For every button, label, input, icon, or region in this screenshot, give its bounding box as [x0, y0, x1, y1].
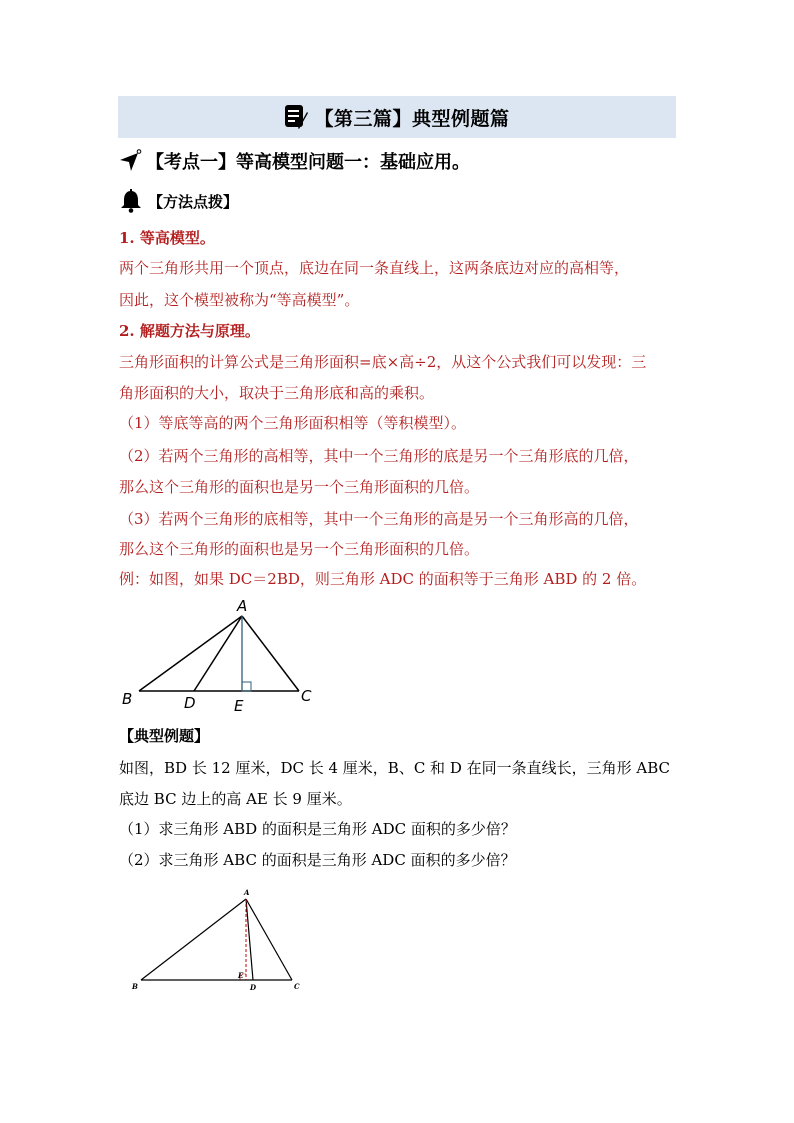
segment-ab — [139, 616, 242, 691]
question-1: （1）求三角形 ABD 的面积是三角形 ADC 面积的多少倍？ — [119, 820, 516, 838]
segment-ad — [194, 616, 242, 691]
section-2-line-2: 角形面积的大小，取决于三角形底和高的乘积。 — [119, 384, 435, 402]
rule-2-line-2: 那么这个三角形的面积也是另一个三角形面积的几倍。 — [119, 478, 480, 496]
segment-ad — [246, 899, 253, 980]
example-line: 例：如图，如果 DC＝2BD，则三角形 ADC 的面积等于三角形 ABD 的 2 倍。 — [119, 570, 647, 588]
figure-equal-height-model — [118, 594, 328, 714]
label-c: C — [294, 982, 300, 991]
rule-3-line-1: （3）若两个三角形的底相等，其中一个三角形的高是另一个三角形高的几倍， — [119, 510, 639, 528]
method-heading — [120, 186, 238, 216]
label-a: A — [244, 888, 250, 897]
question-2: （2）求三角形 ABC 的面积是三角形 ADC 面积的多少倍？ — [119, 851, 516, 869]
section-2-line-1: 三角形面积的计算公式是三角形面积=底×高÷2，从这个公式我们可以发现：三 — [119, 353, 647, 371]
bell-icon — [120, 189, 142, 213]
page-title: 【第三篇】典型例题篇 — [314, 107, 510, 130]
label-e: E — [238, 971, 244, 980]
label-a: A — [237, 597, 248, 615]
label-d: D — [184, 694, 196, 712]
method-title: 【方法点拨】 — [148, 192, 239, 211]
segment-ac — [242, 616, 299, 691]
typical-line-1: 如图，BD 长 12 厘米，DC 长 4 厘米，B、C 和 D 在同一条直线长，三角形 ABC — [119, 759, 671, 777]
right-angle-mark — [242, 682, 251, 691]
section-2-title: 2. 解题方法与原理。 — [119, 322, 260, 340]
rule-1: （1）等底等高的两个三角形面积相等（等积模型）。 — [119, 414, 467, 432]
rule-3-line-2: 那么这个三角形的面积也是另一个三角形面积的几倍。 — [119, 540, 480, 558]
segment-ac — [246, 899, 292, 980]
label-c: C — [301, 687, 312, 705]
label-e: E — [234, 697, 244, 714]
label-d: D — [250, 983, 257, 992]
label-b: B — [132, 982, 138, 991]
section-1-title: 1. 等高模型。 — [119, 229, 215, 247]
figure-typical-example — [126, 886, 316, 992]
segment-ab — [141, 899, 246, 980]
section-1-line-2: 因此，这个模型被称为“等高模型”。 — [119, 291, 360, 309]
point-title: 【考点一】等高模型问题一：基础应用。 — [146, 152, 470, 173]
rule-2-line-1: （2）若两个三角形的高相等，其中一个三角形的底是另一个三角形底的几倍， — [119, 447, 639, 465]
typical-line-2: 底边 BC 边上的高 AE 长 9 厘米。 — [119, 790, 352, 808]
section-banner — [118, 96, 676, 138]
typical-title: 【典型例题】 — [119, 727, 210, 745]
note-edit-icon — [284, 104, 308, 130]
label-b: B — [122, 690, 133, 708]
section-1-line-1: 两个三角形共用一个顶点，底边在同一条直线上，这两条底边对应的高相等， — [119, 259, 630, 277]
point-heading — [118, 146, 470, 176]
location-arrow-icon — [118, 149, 142, 173]
